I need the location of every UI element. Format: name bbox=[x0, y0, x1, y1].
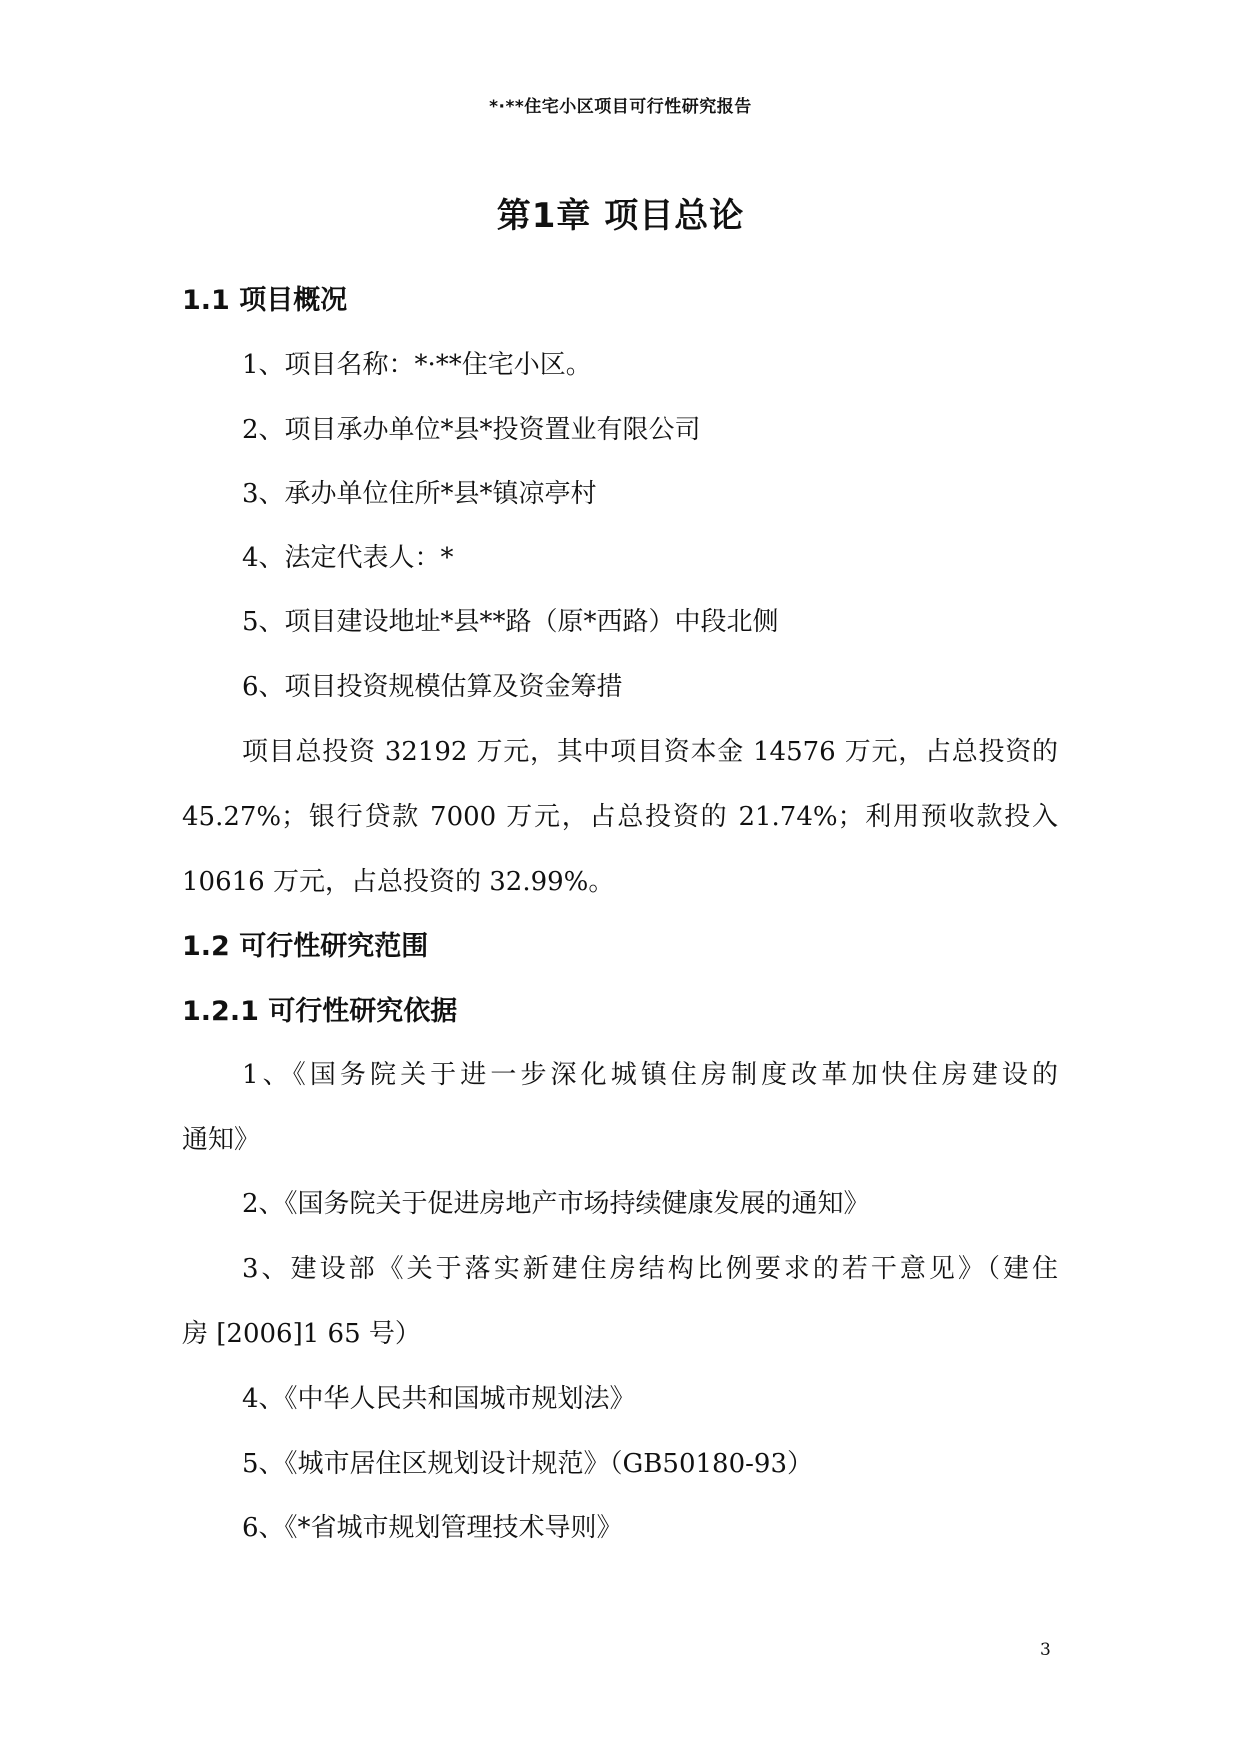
investment-paragraph-line-2: 45.27%；银行贷款 7000 万元，占总投资的 21.74%；利用预收款投入 bbox=[182, 802, 1058, 832]
list-item: 6、项目投资规模估算及资金筹措 bbox=[242, 672, 623, 702]
chapter-title: 第1章 项目总论 bbox=[496, 196, 745, 236]
basis-item-3-line-1: 3、建设部《关于落实新建住房结构比例要求的若干意见》（建住 bbox=[242, 1254, 1058, 1284]
list-item: 1、项目名称：*·**住宅小区。 bbox=[242, 350, 592, 380]
basis-item-1-line-2: 通知》 bbox=[182, 1125, 261, 1155]
list-item: 2、项目承办单位*县*投资置业有限公司 bbox=[242, 415, 701, 445]
basis-item-5: 5、《城市居住区规划设计规范》（GB50180-93） bbox=[242, 1449, 813, 1479]
basis-item-4: 4、《中华人民共和国城市规划法》 bbox=[242, 1384, 636, 1414]
list-item: 4、法定代表人：* bbox=[242, 543, 454, 573]
basis-item-6: 6、《*省城市规划管理技术导则》 bbox=[242, 1513, 623, 1543]
page-number: 3 bbox=[1040, 1640, 1051, 1660]
basis-item-1-line-1: 1、《国务院关于进一步深化城镇住房制度改革加快住房建设的 bbox=[242, 1060, 1058, 1090]
investment-paragraph-line-3: 10616 万元，占总投资的 32.99%。 bbox=[182, 867, 615, 897]
section-heading-1-2-1: 1.2.1 可行性研究依据 bbox=[182, 996, 458, 1027]
list-item: 3、承办单位住所*县*镇凉亭村 bbox=[242, 479, 597, 509]
running-header: *·**住宅小区项目可行性研究报告 bbox=[489, 97, 752, 117]
basis-item-3-line-2: 房 [2006]1 65 号） bbox=[182, 1319, 421, 1349]
section-heading-1-1: 1.1 项目概况 bbox=[182, 285, 348, 316]
list-item: 5、项目建设地址*县**路（原*西路）中段北侧 bbox=[242, 607, 779, 637]
basis-item-2: 2、《国务院关于促进房地产市场持续健康发展的通知》 bbox=[242, 1189, 870, 1219]
section-heading-1-2: 1.2 可行性研究范围 bbox=[182, 931, 429, 962]
investment-paragraph-line-1: 项目总投资 32192 万元，其中项目资本金 14576 万元，占总投资的 bbox=[242, 737, 1058, 767]
